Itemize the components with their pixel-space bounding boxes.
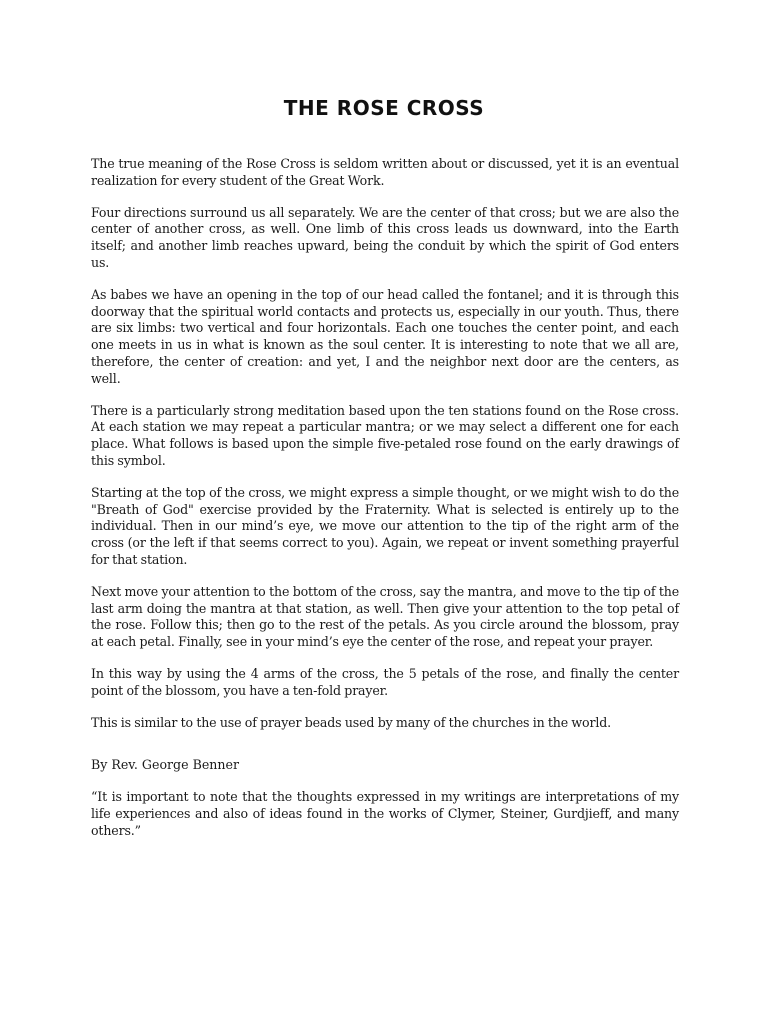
paragraph-intro: The true meaning of the Rose Cross is seldom written about or discussed, yet it is an eventual realization for every student of the Great Work. — [91, 156, 679, 188]
document-body — [91, 156, 679, 855]
paragraph-next-move: Next move your attention to the bottom of the cross, say the mantra, and move to the tip of the last arm doing the mantra at that station, as well. Then give your attention to the top petal of the rose. Follow this; then go to the rest of the petals. As you circle around the blossom, pray at each petal. Finally, see in your mind’s eye the center of the rose, and repeat your prayer. — [91, 583, 679, 650]
page-title: THE ROSE CROSS — [283, 96, 485, 120]
paragraph-prayer-beads: This is similar to the use of prayer beads used by many of the churches in the world. — [91, 714, 611, 730]
paragraph-meditation: There is a particularly strong meditation based upon the ten stations found on the Rose cross. At each station we may repeat a particular mantra; or we may select a different one for each place. What follows is based upon the simple five-petaled rose found on the early drawings of this symbol. — [91, 402, 679, 468]
paragraph-four-directions: Four directions surround us all separately. We are the center of that cross; but we are also the center of another cross, as well. One limb of this cross leads us downward, into the Earth itself; and another limb reaches upward, being the conduit by which the spirit of God enters us. — [91, 204, 679, 270]
author-attribution: By Rev. George Benner — [91, 757, 239, 773]
paragraph-fontanel: As babes we have an opening in the top of our head called the fontanel; and it is through this doorway that the spiritual world contacts and protects us, especially in our youth. Thus, there are six limbs: two vertical and four horizontals. Each one touches the center point, and each one meets in us in what is known as the soul center. It is interesting to note that we all are, therefore, the center of creation: and yet, I and the neighbor next door are the centers, as well. — [91, 286, 679, 386]
paragraph-starting: Starting at the top of the cross, we might express a simple thought, or we might wish to do the "Breath of God" exercise provided by the Fraternity. What is selected is entirely up to the individual. Then in our mind’s eye, we move our attention to the tip of the right arm of the cross (or the left if that seems correct to you). Again, we repeat or invent something prayerful for that station. — [91, 484, 679, 567]
author-quote: “It is important to note that the thoughts expressed in my writings are interpretations of my life experiences and also of ideas found in the works of Clymer, Steiner, Gurdjieff, and many others.” — [91, 789, 679, 838]
paragraph-ten-fold: In this way by using the 4 arms of the cross, the 5 petals of the rose, and finally the center point of the blossom, you have a ten-fold prayer. — [91, 665, 679, 698]
